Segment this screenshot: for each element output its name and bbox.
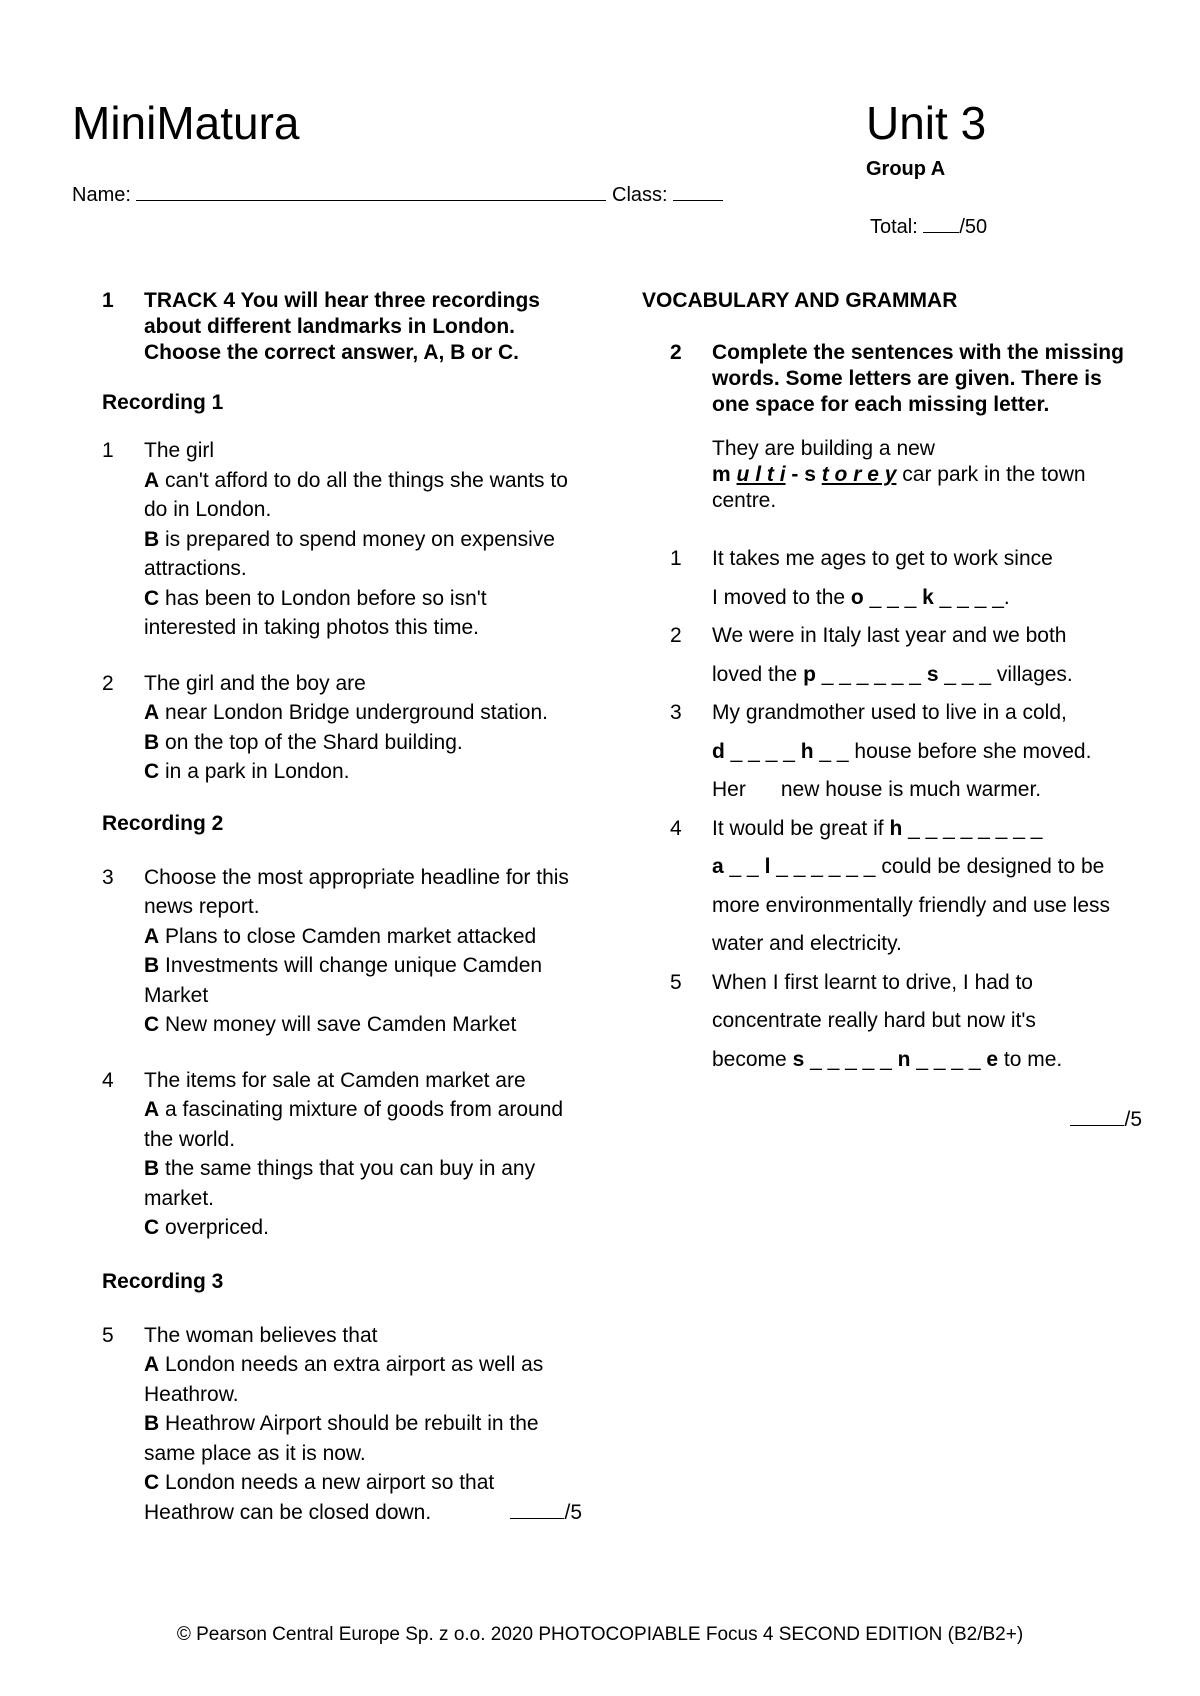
name-class-row xyxy=(72,184,723,207)
question-5 xyxy=(102,1321,582,1528)
question-2 xyxy=(102,669,582,787)
task-1-score: /5 xyxy=(510,1498,582,1528)
vocab-item-3: 3 My grandmother used to live in a cold, d _ _ _ _ h _ _ house before she moved. Her new house is much warmer. xyxy=(670,701,1092,801)
question-number: 1 xyxy=(102,439,114,462)
option-b: B on the top of the Shard building. xyxy=(144,730,463,754)
question-stem: The girl xyxy=(144,439,215,462)
recording-2-heading: Recording 2 xyxy=(102,811,224,835)
unit-title: Unit 3 xyxy=(866,97,987,149)
option-a: A a fascinating mixture of goods from around the world. xyxy=(144,1098,564,1151)
example-letters-1: u l t i xyxy=(736,463,786,486)
option-a: A Plans to close Camden market attacked xyxy=(144,924,537,948)
option-b: B Investments will change unique Camden Market xyxy=(144,954,543,1007)
listening-task xyxy=(102,288,582,1527)
option-b: B the same things that you can buy in any market. xyxy=(144,1157,536,1210)
name-field[interactable] xyxy=(136,184,606,201)
task-number: 2 xyxy=(670,341,682,364)
question-1 xyxy=(102,436,582,643)
option-a: A near London Bridge underground station. xyxy=(144,701,548,724)
section-title: VOCABULARY AND GRAMMAR xyxy=(642,289,958,312)
vocab-item-4: 4 It would be great if h _ _ _ _ _ _ _ _ a _ _ l _ _ _ _ _ _ could be designed to be more environmentally friendly and use less water and electricity. xyxy=(670,816,1111,955)
question-stem: The woman believes that xyxy=(144,1323,378,1347)
total-max: /50 xyxy=(959,216,988,238)
task-2-score: /5 xyxy=(642,1107,1142,1132)
score-field[interactable] xyxy=(510,1500,564,1519)
recording-1-heading: Recording 1 xyxy=(102,391,224,414)
question-number: 3 xyxy=(102,865,114,889)
option-b: B Heathrow Airport should be rebuilt in the same place as it is now. xyxy=(144,1412,539,1465)
vocab-item-2: 2 We were in Italy last year and we both loved the p _ _ _ _ _ _ s _ _ _ villages. xyxy=(670,624,1073,686)
question-stem: The items for sale at Camden market are xyxy=(144,1068,526,1092)
question-stem: Choose the most appropriate headline for this news report. xyxy=(144,865,569,918)
vocabulary-task xyxy=(642,288,1142,1132)
total-score xyxy=(870,216,987,239)
class-label: Class: xyxy=(612,184,668,206)
question-stem: The girl and the boy are xyxy=(144,671,366,695)
copyright-footer: © Pearson Central Europe Sp. z o.o. 2020 PHOTOCOPIABLE Focus 4 SECOND EDITION (B2/B2+) xyxy=(176,1624,1024,1645)
option-a: A London needs an extra airport as well as Heathrow. xyxy=(144,1353,544,1406)
example-letters-2: t o r e y xyxy=(821,463,897,486)
name-label: Name: xyxy=(72,184,131,206)
worksheet-brand: MiniMatura xyxy=(72,97,300,149)
recording-3-heading: Recording 3 xyxy=(102,1269,224,1293)
option-c: C has been to London before so isn't interested in taking photos this time. xyxy=(144,586,487,639)
question-4 xyxy=(102,1066,582,1243)
question-number: 4 xyxy=(102,1068,114,1092)
class-field[interactable] xyxy=(673,184,723,201)
score-field[interactable] xyxy=(1070,1107,1124,1126)
group-label: Group A xyxy=(866,158,946,180)
option-b: B is prepared to spend money on expensive attractions. xyxy=(144,527,555,580)
option-c: C overpriced. xyxy=(144,1216,269,1239)
task-number: 1 xyxy=(102,289,114,312)
task-instruction: Complete the sentences with the missing words. Some letters are given. There is one space for each missing letter. xyxy=(712,341,1124,416)
option-a: A can't afford to do all the things she wants to do in London. xyxy=(144,468,568,521)
task-2-instruction xyxy=(642,340,1142,418)
vocab-item-5: 5 When I first learnt to drive, I had to concentrate really hard but now it's become s _ _ _ _ _ n _ _ _ _ e to me. xyxy=(670,970,1063,1071)
option-c: C New money will save Camden Market xyxy=(144,1013,517,1036)
task-1-instruction xyxy=(102,288,582,366)
option-c: C London needs a new airport so that Heathrow can be closed down. xyxy=(144,1471,495,1524)
task-instruction: TRACK 4 You will hear three recordings about different landmarks in London. Choose the correct answer, A, B or C. xyxy=(144,289,540,364)
vocab-item-1: 1 It takes me ages to get to work since I moved to the o _ _ _ k _ _ _ _. xyxy=(670,547,1053,609)
example-sentence: They are building a new m u l t i - s t o r e y car park in the town centre. xyxy=(712,437,1086,512)
question-number: 5 xyxy=(102,1323,114,1347)
option-c: C in a park in London. xyxy=(144,760,350,783)
total-label: Total: xyxy=(870,216,918,238)
question-number: 2 xyxy=(102,671,114,695)
total-field[interactable] xyxy=(923,216,959,233)
question-3 xyxy=(102,863,582,1040)
